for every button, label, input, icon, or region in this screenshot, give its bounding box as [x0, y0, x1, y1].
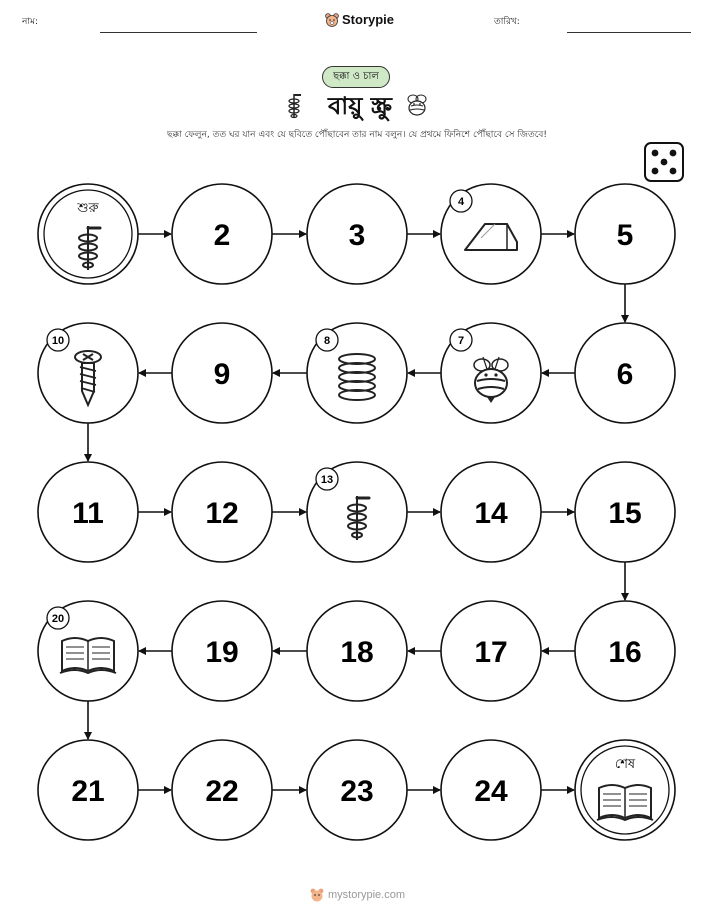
cell-number: 5	[616, 219, 634, 252]
board-cell-22[interactable]	[172, 740, 272, 840]
cell-badge-number: 8	[323, 335, 331, 347]
cell-badge-number: 10	[51, 335, 65, 347]
date-label: তারিখ:	[494, 17, 520, 27]
cell-number: 19	[205, 636, 239, 669]
book-icon	[60, 638, 116, 673]
board-cell-16[interactable]	[575, 601, 675, 701]
board-cell-17[interactable]	[441, 601, 541, 701]
cell-number: 24	[474, 775, 508, 808]
board-cell-18[interactable]	[307, 601, 407, 701]
board-cell-23[interactable]	[307, 740, 407, 840]
cell-number: 3	[348, 219, 366, 252]
board-cell-4[interactable]	[441, 184, 541, 284]
name-label: নাম:	[22, 17, 39, 27]
board-cell-20[interactable]	[38, 601, 138, 701]
board-cell-21[interactable]	[38, 740, 138, 840]
cell-number: 12	[205, 497, 239, 530]
board-cell-2[interactable]	[172, 184, 272, 284]
board-cell-25[interactable]	[575, 740, 675, 840]
cell-number: 9	[213, 358, 231, 391]
start-label: শুরু	[77, 201, 99, 216]
footer	[310, 888, 405, 902]
board-cell-8[interactable]	[307, 323, 407, 423]
cell-number: 14	[474, 497, 508, 530]
storypie-bear-icon	[310, 888, 324, 902]
page-title: বায়ু স্ক্রু	[327, 92, 393, 120]
board-cell-11[interactable]	[38, 462, 138, 562]
cell-number: 16	[608, 636, 642, 669]
cell-number: 2	[213, 219, 231, 252]
cell-badge-number: 7	[457, 335, 465, 347]
category-badge: ছক্কা ও চাল	[322, 66, 390, 88]
board-cell-1[interactable]	[38, 184, 138, 284]
cell-number: 22	[205, 775, 239, 808]
cell-number: 17	[474, 636, 508, 669]
cell-number: 18	[340, 636, 374, 669]
cell-badge-number: 20	[51, 613, 65, 625]
board-cell-15[interactable]	[575, 462, 675, 562]
board-cell-7[interactable]	[441, 323, 541, 423]
cell-number: 21	[71, 775, 105, 808]
board-cell-3[interactable]	[307, 184, 407, 284]
board-cell-5[interactable]	[575, 184, 675, 284]
board-cell-24[interactable]	[441, 740, 541, 840]
footer-site: mystorypie.com	[328, 889, 406, 901]
board-cell-13[interactable]	[307, 462, 407, 562]
board-cell-12[interactable]	[172, 462, 272, 562]
board-cell-14[interactable]	[441, 462, 541, 562]
instructions: ছক্কা ফেলুন, তত ঘর যান এবং যে ছবিতে পৌঁছাবেন তার নাম বলুন। যে প্রথমে ফিনিশে পৌঁছাবে সে জিতবে!	[167, 130, 547, 140]
cell-badge-number: 4	[457, 196, 465, 208]
cell-number: 11	[72, 497, 104, 530]
book-icon	[597, 785, 653, 820]
board-cell-6[interactable]	[575, 323, 675, 423]
board-cell-10[interactable]	[38, 323, 138, 423]
end-label: শেষ	[614, 757, 636, 772]
cell-number: 23	[340, 775, 374, 808]
cell-badge-number: 13	[320, 474, 334, 486]
cell-number: 6	[616, 358, 634, 391]
board-cell-19[interactable]	[172, 601, 272, 701]
board-cell-9[interactable]	[172, 323, 272, 423]
cell-number: 15	[608, 497, 642, 530]
brand-name: Storypie	[342, 12, 395, 27]
